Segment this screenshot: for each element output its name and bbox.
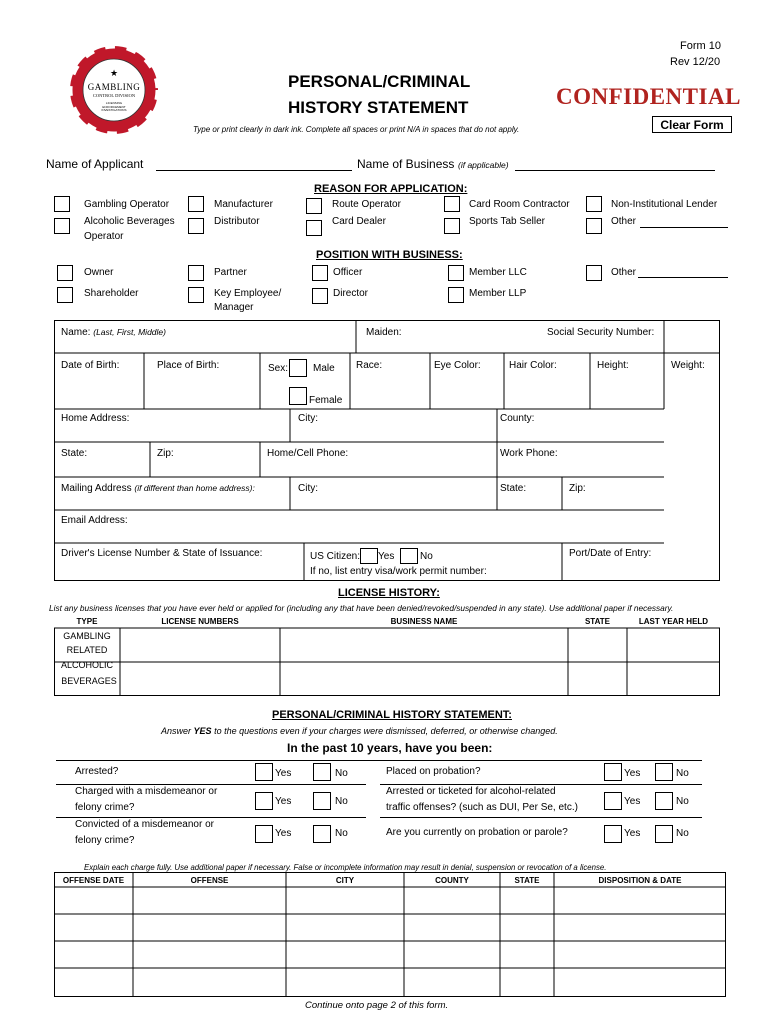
criminal-rule [380,784,702,785]
position-label: Key Employee/ [214,288,282,299]
position-label: Member LLC [469,267,527,278]
us-citizen-no-label: No [420,551,433,562]
name-label: Name: [61,327,91,338]
q-current-no-checkbox[interactable] [655,825,673,843]
q-current-probation: Are you currently on probation or parole? [386,827,568,838]
criminal-title: PERSONAL/CRIMINAL HISTORY STATEMENT: [272,709,512,721]
q-charged-no-checkbox[interactable] [313,792,331,810]
logo-text-top: GAMBLING [87,82,141,92]
mailing-label: Mailing Address [61,483,132,494]
hair-color-label: Hair Color: [509,360,557,371]
yes-label: Yes [275,828,292,839]
license-type-alcohol: ALCOHOLIC [60,660,113,670]
position-label: Other [611,267,637,278]
q-charged-yes-checkbox[interactable] [255,792,273,810]
eye-color-label: Eye Color: [434,360,481,371]
continue-note: Continue onto page 2 of this form. [305,1000,449,1011]
ssn-label: Social Security Number: [547,327,655,338]
county-label: County: [500,413,535,424]
position-member-llc-checkbox[interactable] [448,265,464,281]
mail-city-label: City: [298,483,318,494]
explain-instructions: Explain each charge fully. Use additional paper if necessary. False or incomplete information may result in denial, suspension or revocation of a license. [84,863,607,872]
sex-female-checkbox[interactable] [289,387,307,405]
form-number: Form 10 [680,40,721,52]
reason-sports-tab-seller-checkbox[interactable] [444,218,460,234]
home-phone-label: Home/Cell Phone: [267,448,349,459]
logo-text-bottom: CONTROL DIVISION [92,93,136,98]
license-col-header: TYPE [76,617,98,626]
title-line1: PERSONAL/CRIMINAL [288,72,471,91]
no-label: No [676,796,689,807]
q-current-yes-checkbox[interactable] [604,825,622,843]
criminal-rule [56,784,366,785]
no-label: No [335,768,348,779]
offense-col-header: OFFENSE DATE [62,876,125,885]
license-col-header: BUSINESS NAME [390,617,458,626]
position-label: Director [333,288,369,299]
reason-label: Gambling Operator [84,199,170,210]
logo [68,44,160,136]
position-member-llp-checkbox[interactable] [448,287,464,303]
reason-label: Other [611,216,637,227]
work-phone-label: Work Phone: [500,448,558,459]
svg-text:★: ★ [109,68,119,78]
reason-title: REASON FOR APPLICATION: [314,183,468,195]
position-label: Officer [333,267,363,278]
sex-label: Sex: [268,363,289,374]
reason-alcoholic-beverages-checkbox[interactable] [54,218,70,234]
us-citizen-label: US Citizen: [310,551,361,562]
offense-table [54,872,726,997]
drivers-license-label: Driver's License Number & State of Issuance: [61,548,263,559]
reason-card-room-contractor-checkbox[interactable] [444,196,460,212]
answer-post: to the questions even if your charges were dismissed, deferred, or otherwise changed. [214,726,558,736]
yes-label: Yes [624,796,641,807]
criminal-top-rule [56,760,702,761]
mail-state-label: State: [500,483,527,494]
position-shareholder-checkbox[interactable] [57,287,73,303]
q-convicted: felony crime? [75,835,135,846]
q-charged: felony crime? [75,802,135,813]
position-label: Partner [214,267,247,278]
license-type-alcohol: BEVERAGES [61,676,117,686]
name-field-label [61,327,166,338]
visa-label: If no, list entry visa/work permit number: [310,566,487,577]
reason-label: Distributor [214,216,260,227]
port-of-entry-label: Port/Date of Entry: [569,548,652,559]
position-label: Owner [84,267,114,278]
position-label: Manager [214,302,254,313]
q-probation-yes-checkbox[interactable] [604,763,622,781]
license-table [54,614,720,696]
no-label: No [676,828,689,839]
reason-route-operator-checkbox[interactable] [306,198,322,214]
license-col-header: LICENSE NUMBERS [161,617,239,626]
applicant-name-line[interactable] [156,170,352,171]
position-other-line[interactable] [638,277,728,278]
q-charged: Charged with a misdemeanor or [75,786,218,797]
q-alcohol-yes-checkbox[interactable] [604,792,622,810]
yes-label: Yes [275,796,292,807]
sex-male-checkbox[interactable] [289,359,307,377]
offense-col-header: COUNTY [435,876,469,885]
criminal-past-10-years: In the past 10 years, have you been: [287,741,493,755]
q-arrested: Arrested? [75,766,119,777]
us-citizen-no-checkbox[interactable] [400,548,418,564]
reason-label: Sports Tab Seller [469,216,545,227]
q-convicted-yes-checkbox[interactable] [255,825,273,843]
no-label: No [335,828,348,839]
confidential-stamp: CONFIDENTIAL [556,84,741,109]
license-col-header: LAST YEAR HELD [638,617,709,626]
q-probation-no-checkbox[interactable] [655,763,673,781]
position-director-checkbox[interactable] [312,288,328,304]
position-other-checkbox[interactable] [586,265,602,281]
mailing-hint: (if different than home address): [134,483,255,493]
yes-label: Yes [624,768,641,779]
license-instructions: List any business licenses that you have ever held or applied for (including any that have been denied/revoked/suspended in any state). Use additional paper if necessary. [49,603,674,613]
q-convicted: Convicted of a misdemeanor or [75,819,214,830]
us-citizen-yes-checkbox[interactable] [360,548,378,564]
title-line2: HISTORY STATEMENT [288,98,469,117]
offense-col-header: CITY [335,876,355,885]
home-address-label: Home Address: [61,413,130,424]
zip-label: Zip: [157,448,174,459]
reason-distributor-checkbox[interactable] [188,218,204,234]
q-arrested-yes-checkbox[interactable] [255,763,273,781]
criminal-rule [380,817,702,818]
reason-label: Card Dealer [332,216,386,227]
reason-other-checkbox[interactable] [586,218,602,234]
position-title: POSITION WITH BUSINESS: [316,249,463,261]
business-name-note: (if applicable) [458,160,509,170]
license-type-gambling: GAMBLING [63,631,111,641]
offense-col-header: OFFENSE [190,876,229,885]
q-arrested-no-checkbox[interactable] [313,763,331,781]
mailing-address-field-label [61,483,255,494]
reason-card-dealer-checkbox[interactable] [306,220,322,236]
clear-form-button[interactable]: Clear Form [652,116,732,133]
business-name-line[interactable] [515,170,715,171]
height-label: Height: [597,360,629,371]
maiden-label: Maiden: [366,327,402,338]
sex-male-label: Male [313,363,335,374]
reason-label: Manufacturer [214,199,273,210]
reason-other-line[interactable] [640,227,728,228]
city-label: City: [298,413,318,424]
no-label: No [335,796,348,807]
position-key-employee-checkbox[interactable] [188,287,204,303]
q-probation: Placed on probation? [386,766,481,777]
position-partner-checkbox[interactable] [188,265,204,281]
offense-col-header: STATE [514,876,540,885]
reason-label: Non-Institutional Lender [611,199,718,210]
q-alcohol-no-checkbox[interactable] [655,792,673,810]
reason-label: Route Operator [332,199,401,210]
answer-pre: Answer [161,726,192,736]
q-convicted-no-checkbox[interactable] [313,825,331,843]
mail-zip-label: Zip: [569,483,586,494]
reason-gambling-operator-checkbox[interactable] [54,196,70,212]
reason-label: Operator [84,231,124,242]
license-type-gambling: RELATED [66,645,108,655]
offense-col-header: DISPOSITION & DATE [598,876,682,885]
q-alcohol: traffic offenses? (such as DUI, Per Se, etc.) [386,802,578,813]
position-label: Member LLP [469,288,527,299]
answer-yes: YES [193,726,212,736]
position-owner-checkbox[interactable] [57,265,73,281]
pob-label: Place of Birth: [157,360,220,371]
form-revision: Rev 12/20 [670,56,721,68]
logo-text-small: LICENSING ENFORCEMENT INVESTIGATIONS [101,101,127,112]
applicant-name-label: Name of Applicant [46,157,144,171]
reason-manufacturer-checkbox[interactable] [188,196,204,212]
sex-female-label: Female [309,395,343,406]
criminal-rule [56,817,366,818]
us-citizen-yes-label: Yes [378,551,395,562]
criminal-answer-instruction [161,726,558,736]
yes-label: Yes [624,828,641,839]
reason-label: Alcoholic Beverages [84,216,175,227]
state-label: State: [61,448,88,459]
weight-label: Weight: [671,360,705,371]
email-label: Email Address: [61,515,128,526]
license-title: LICENSE HISTORY: [338,587,440,599]
license-col-header: STATE [584,617,611,626]
position-label: Shareholder [84,288,139,299]
business-name-label: Name of Business [357,157,455,171]
instructions: Type or print clearly in dark ink. Complete all spaces or print N/A in spaces that do not apply. [193,125,520,134]
reason-non-institutional-lender-checkbox[interactable] [586,196,602,212]
dob-label: Date of Birth: [61,360,120,371]
race-label: Race: [356,360,383,371]
position-officer-checkbox[interactable] [312,265,328,281]
yes-label: Yes [275,768,292,779]
name-hint: (Last, First, Middle) [93,327,166,337]
q-alcohol: Arrested or ticketed for alcohol-related [386,786,556,797]
no-label: No [676,768,689,779]
reason-label: Card Room Contractor [469,199,570,210]
